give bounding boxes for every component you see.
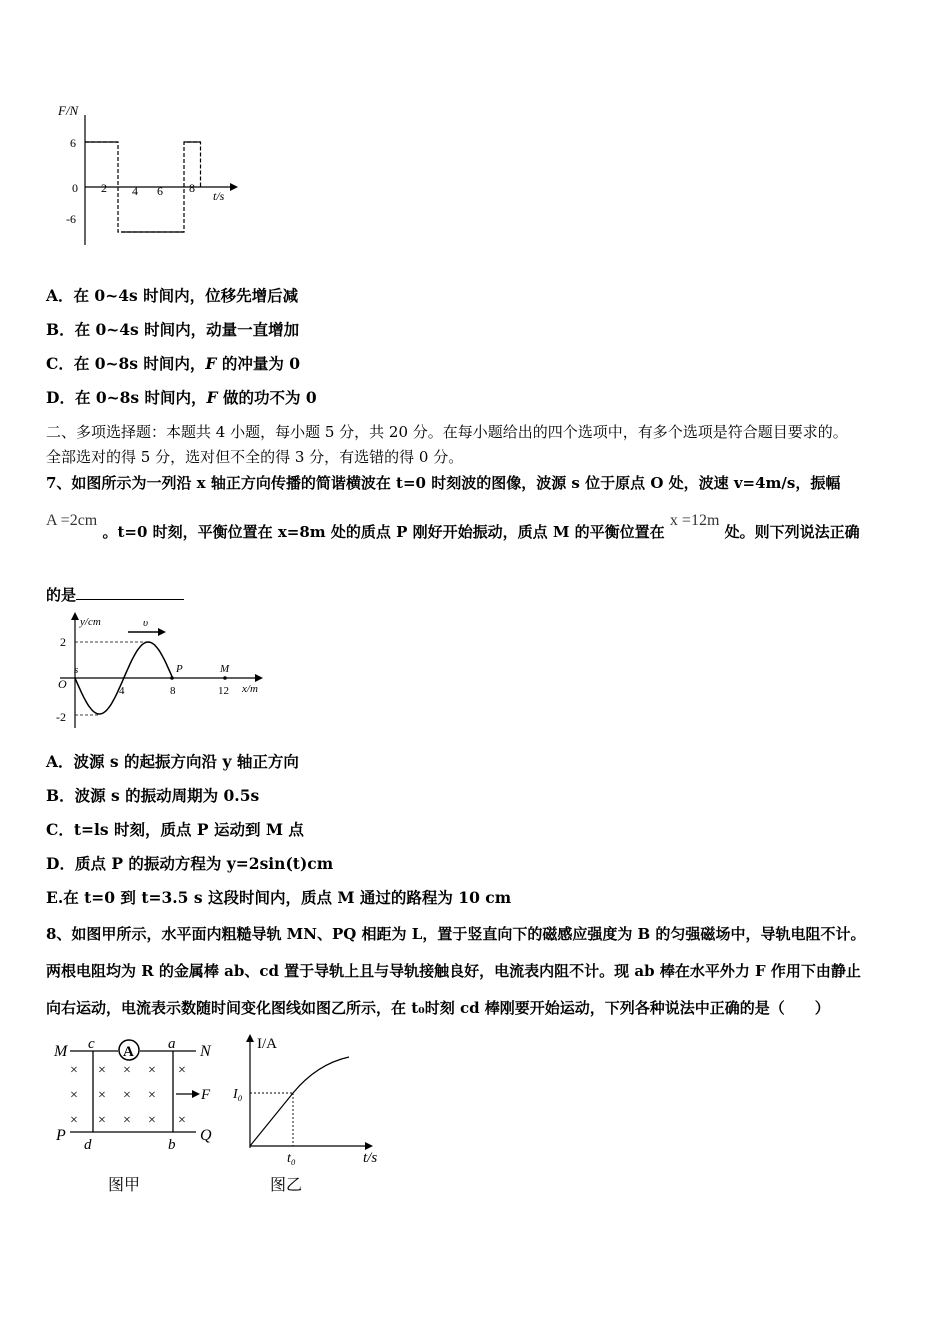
field-cross: × (123, 1113, 131, 1128)
i-axis-label: I/A (257, 1036, 277, 1052)
field-cross: × (148, 1063, 156, 1078)
label-a: a (168, 1036, 176, 1052)
current-curve (250, 1057, 349, 1146)
q7-option-b: B．波源 s 的振动周期为 0.5s (46, 786, 260, 805)
q8-stem-line1: 8、如图甲所示，水平面内粗糙导轨 MN、PQ 相距为 L，置于竖直向下的磁感应强度为 B 的匀强磁场中，导轨电阻不计。 (46, 925, 866, 943)
t-axis-label: t/s (213, 189, 225, 203)
point-m (223, 676, 227, 680)
xtick-6: 6 (157, 184, 163, 198)
current-time-graph (225, 1030, 395, 1165)
label-d: d (84, 1137, 92, 1153)
xtick-12: 12 (218, 685, 229, 697)
label-q: Q (200, 1127, 212, 1144)
point-m-label: M (220, 663, 230, 675)
amplitude-formula: A =2cm (46, 512, 98, 529)
field-cross: × (123, 1088, 131, 1103)
section2-heading-line1: 二、多项选择题：本题共 4 小题，每小题 5 分，共 20 分。在每小题给出的四个选项中，有多个选项是符合题目要求的。 (46, 423, 848, 441)
q6-option-a: A．在 0~4s 时间内，位移先增后减 (46, 286, 299, 305)
ytick-2: 2 (60, 635, 66, 649)
label-b: b (168, 1137, 176, 1153)
t-axis-arrow (365, 1142, 373, 1150)
field-cross: × (178, 1063, 186, 1078)
field-cross: × (148, 1088, 156, 1103)
ytick-0: 0 (72, 181, 78, 195)
field-cross: × (70, 1063, 78, 1078)
q8-stem-line3: 向右运动，电流表示数随时间变化图线如图乙所示，在 t₀时刻 cd 棒刚要开始运动，下列各种说法中正确的是（ ） (46, 999, 830, 1017)
label-m: M (54, 1043, 68, 1060)
field-cross: × (98, 1113, 106, 1128)
force-label: F (201, 1087, 211, 1103)
q7-option-a: A．波源 s 的起振方向沿 y 轴正方向 (46, 752, 299, 771)
q7-option-c: C．t=ls 时刻，质点 P 运动到 M 点 (46, 820, 304, 839)
field-cross: × (70, 1088, 78, 1103)
figure-b-caption: 图乙 (270, 1175, 303, 1194)
label-p: P (56, 1127, 66, 1144)
rail-circuit-figure (50, 1034, 230, 1159)
t-axis-label: t/s (363, 1150, 378, 1165)
source-label: s (74, 664, 79, 676)
q7-option-d: D．质点 P 的振动方程为 y=2sin(t)cm (46, 854, 334, 873)
q6-option-d: D．在 0~8s 时间内，F 做的功不为 0 (46, 388, 317, 407)
q6-option-b: B．在 0~4s 时间内，动量一直增加 (46, 320, 300, 339)
ytick-neg6: -6 (66, 212, 76, 226)
field-cross: × (123, 1063, 131, 1078)
t0-label: t₀ (287, 1151, 296, 1165)
q8-stem-line2: 两根电阻均为 R 的金属棒 ab、cd 置于导轨上且与导轨接触良好，电流表内阻不计。现 ab 棒在水平外力 F 作用下由静止 (46, 962, 861, 980)
field-cross: × (98, 1063, 106, 1078)
velocity-label: υ (143, 617, 149, 629)
point-p-label: P (176, 663, 183, 675)
f-axis-label: F/N (58, 103, 79, 118)
y-axis-arrow (71, 612, 79, 620)
x-axis-label: x/m (242, 683, 258, 695)
magnetic-field-crosses (70, 1063, 186, 1128)
q7-stem-line3: 的是 (46, 585, 184, 605)
q7-option-e: E.在 t=0 到 t=3.5 s 这段时间内，质点 M 通过的路程为 10 cm (46, 888, 512, 907)
field-cross: × (70, 1113, 78, 1128)
ytick-neg2: -2 (56, 710, 66, 724)
ytick-6: 6 (70, 136, 76, 150)
y-axis-label: y/cm (80, 616, 101, 628)
field-cross: × (98, 1088, 106, 1103)
section2-heading-line2: 全部选对的得 5 分，选对但不全的得 3 分，有选错的得 0 分。 (46, 448, 464, 466)
wave-graph (50, 610, 280, 735)
t-axis-arrow (230, 183, 238, 191)
xtick-2: 2 (101, 181, 107, 195)
label-c: c (88, 1036, 95, 1052)
x-axis-arrow (255, 674, 263, 682)
i0-label: I₀ (233, 1087, 243, 1102)
velocity-arrowhead (158, 628, 166, 636)
answer-blank (76, 585, 184, 600)
field-cross: × (148, 1113, 156, 1128)
q7-stem-line1: 7、如图所示为一列沿 x 轴正方向传播的简谐横波在 t=0 时刻波的图像，波源 s 位于原点 O 处，波速 v=4m/s，振幅 (46, 474, 841, 492)
xtick-8: 8 (189, 181, 195, 195)
field-cross: × (178, 1113, 186, 1128)
xm-formula: x =12m (669, 512, 720, 529)
xtick-4: 4 (132, 184, 138, 198)
origin-label: O (58, 677, 67, 691)
label-n: N (200, 1043, 211, 1060)
q7-stem-line2: A =2cm 。t=0 时刻，平衡位置在 x=8m 处的质点 P 刚好开始振动，质点 M 的平衡位置在 x =12m 处。则下列说法正确 (46, 512, 860, 541)
figure-a-caption: 图甲 (108, 1175, 141, 1194)
xtick-4: 4 (119, 685, 125, 697)
ammeter-label: A (123, 1044, 134, 1060)
q6-option-c: C．在 0~8s 时间内，F 的冲量为 0 (46, 354, 301, 373)
i-axis-arrow (246, 1034, 254, 1042)
force-arrowhead (192, 1090, 200, 1098)
xtick-8: 8 (170, 685, 176, 697)
force-time-graph (50, 95, 250, 255)
